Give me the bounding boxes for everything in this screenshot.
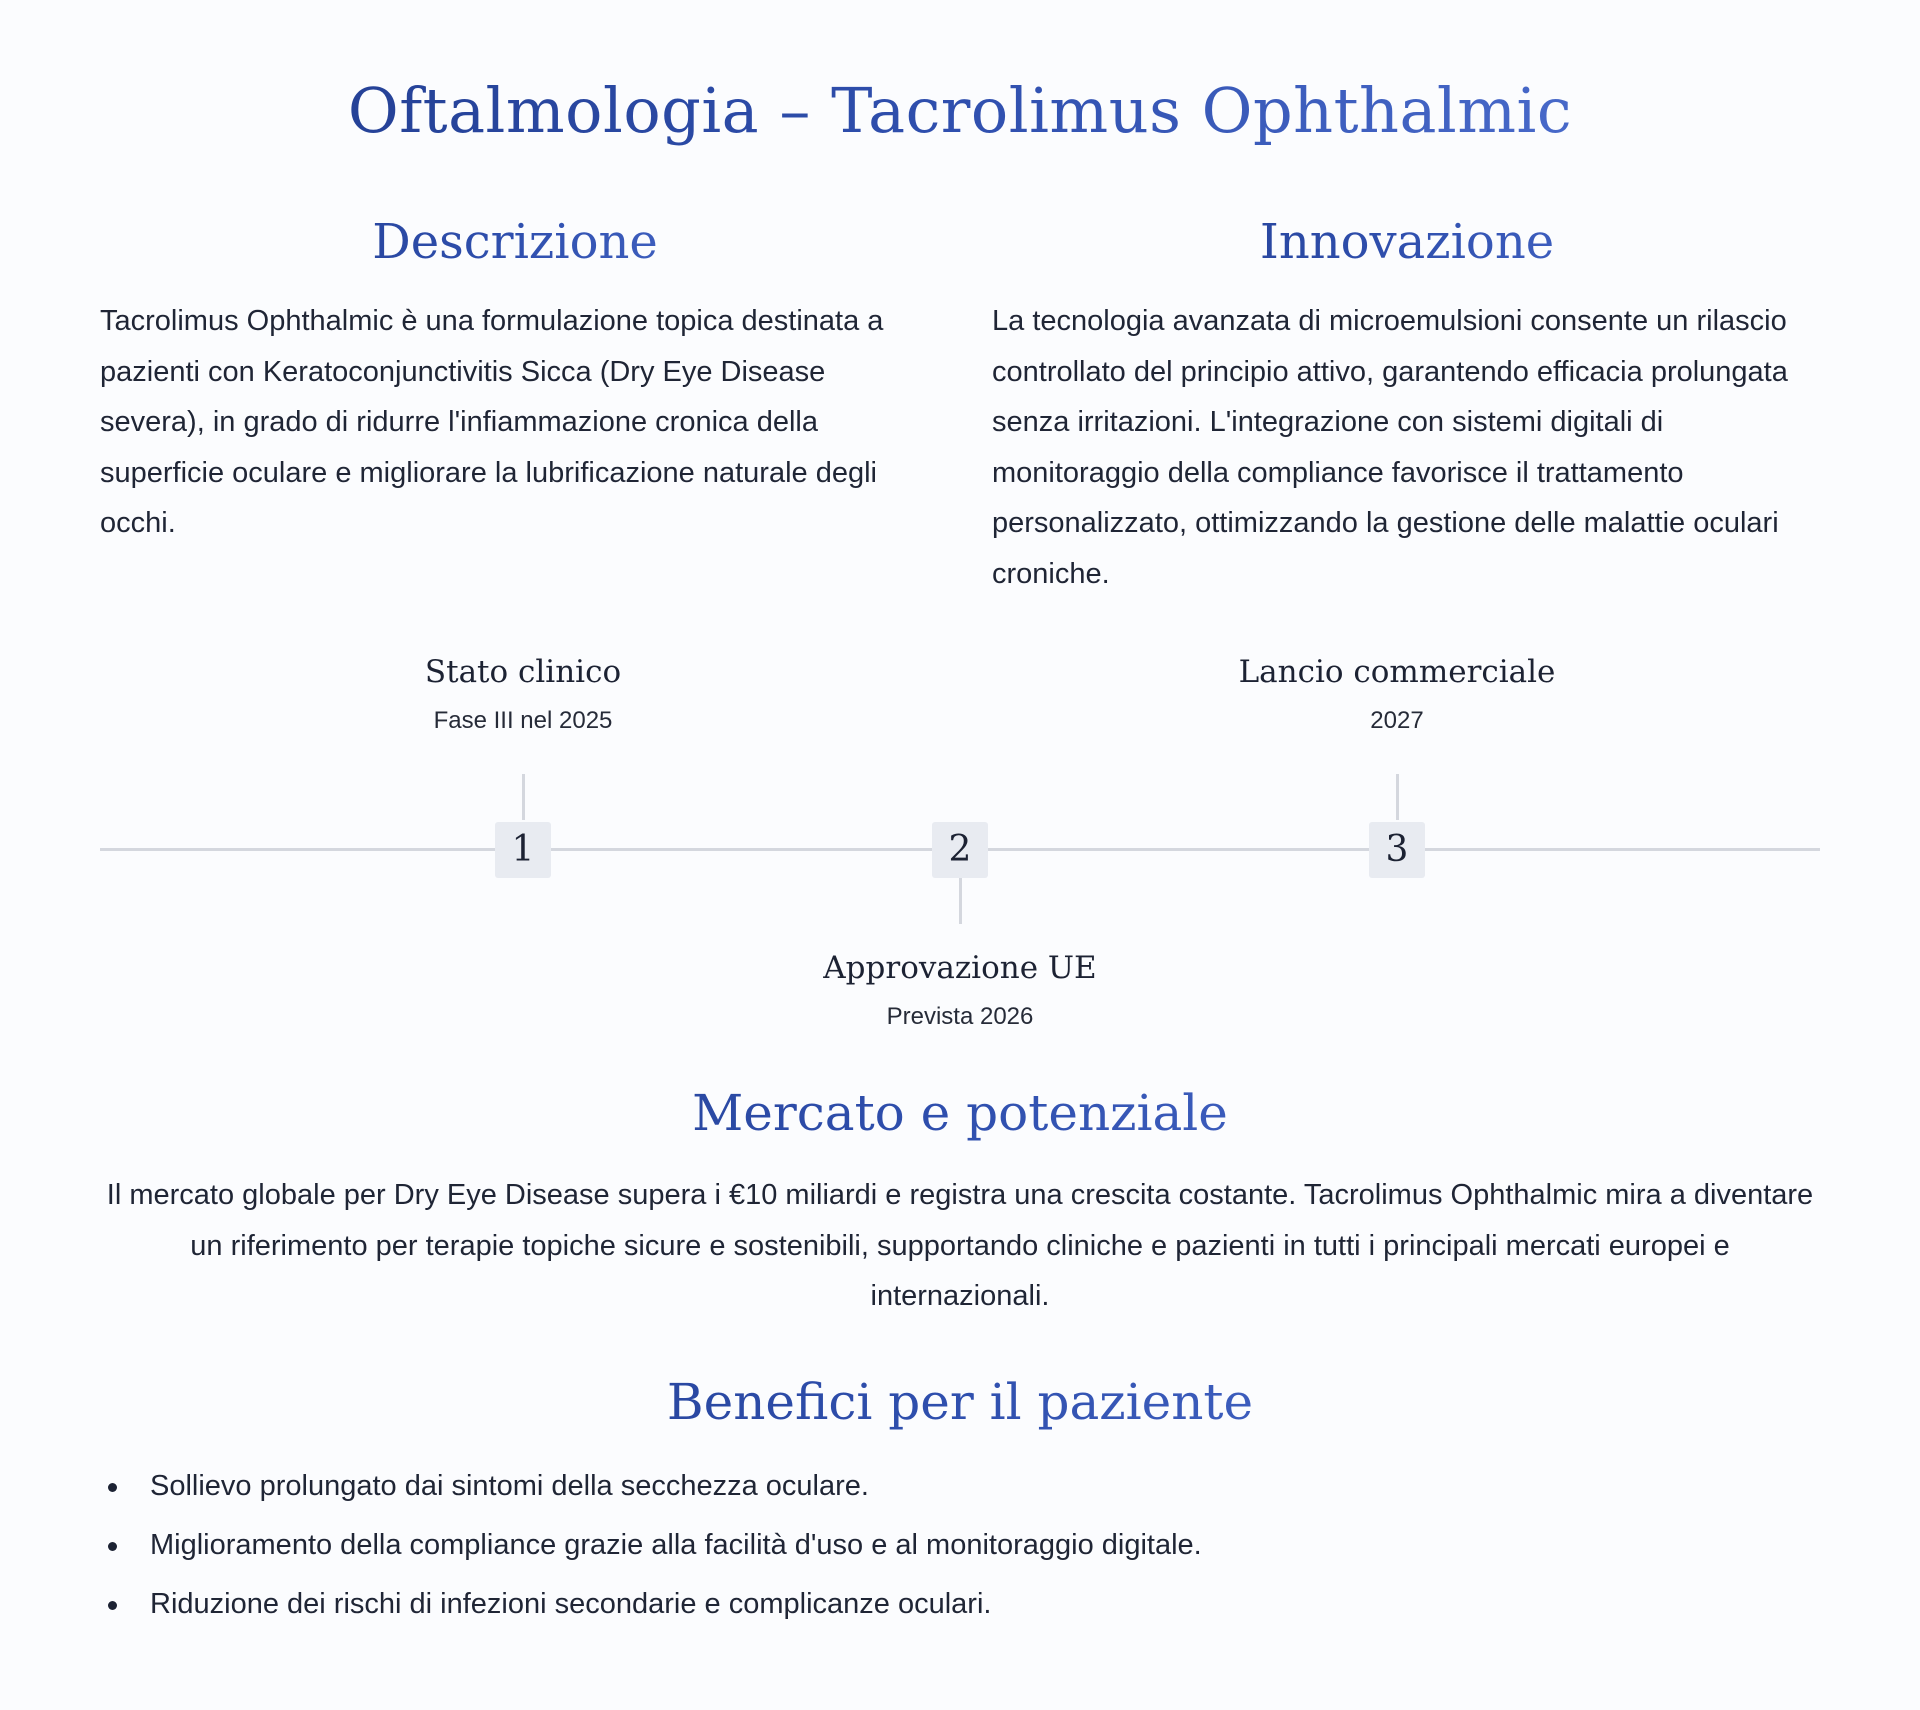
milestone-3-connector — [1396, 774, 1399, 820]
milestone-3-marker: 3 — [1369, 822, 1425, 878]
milestone-2-label — [710, 946, 1210, 1034]
innovation-section — [992, 208, 1822, 599]
milestone-2-marker: 2 — [932, 822, 988, 878]
milestone-1-label — [273, 650, 773, 738]
list-item: Sollievo prolungato dai sintomi della secchezza oculare. — [150, 1457, 1820, 1516]
milestone-subtitle: 2027 — [1370, 707, 1424, 734]
page-title: Oftalmologia – Tacrolimus Ophthalmic — [0, 66, 1920, 156]
market-text: Il mercato globale per Dry Eye Disease supera i €10 miliardi e registra una crescita costante. Tacrolimus Ophthalmic mira a diventare un riferimento per terapie topiche sicure e sostenibili, supportando cliniche e pazienti in tutti i principali mercati europei e internazionali. — [106, 1179, 1814, 1312]
description-section — [100, 208, 930, 549]
benefits-section — [100, 1367, 1820, 1634]
milestone-subtitle: Fase III nel 2025 — [433, 707, 613, 734]
milestone-2-connector — [959, 878, 962, 924]
milestone-1-marker: 1 — [495, 822, 551, 878]
milestone-1-connector — [522, 774, 525, 820]
innovation-text: La tecnologia avanzata di microemulsioni consente un rilascio controllato del principio attivo, garantendo efficacia prolungata senza irritazioni. L'integrazione con sistemi digitali di monitoraggio della compliance favorisce il trattamento personalizzato, ottimizzando la gestione delle malattie oculari croniche. — [992, 305, 1788, 590]
benefits-heading: Benefici per il paziente — [100, 1367, 1820, 1437]
milestone-timeline — [100, 640, 1820, 1060]
market-heading: Mercato e potenziale — [100, 1078, 1820, 1148]
market-section — [100, 1078, 1820, 1322]
innovation-heading: Innovazione — [992, 208, 1822, 276]
milestone-subtitle: Prevista 2026 — [886, 1003, 1034, 1030]
milestone-title: Approvazione UE — [823, 950, 1097, 986]
description-text: Tacrolimus Ophthalmic è una formulazione topica destinata a pazienti con Keratoconjunctivitis Sicca (Dry Eye Disease severa), in grado di ridurre l'infiammazione cronica della superficie oculare e migliorare la lubrificazione naturale degli occhi. — [100, 305, 884, 539]
milestone-title: Stato clinico — [424, 654, 622, 690]
milestone-3-label — [1147, 650, 1647, 738]
list-item: Miglioramento della compliance grazie alla facilità d'uso e al monitoraggio digitale. — [150, 1516, 1820, 1575]
milestone-title: Lancio commerciale — [1238, 654, 1556, 690]
benefits-list — [100, 1457, 1820, 1634]
description-heading: Descrizione — [100, 208, 930, 276]
list-item: Riduzione dei rischi di infezioni secondarie e complicanze oculari. — [150, 1575, 1820, 1634]
